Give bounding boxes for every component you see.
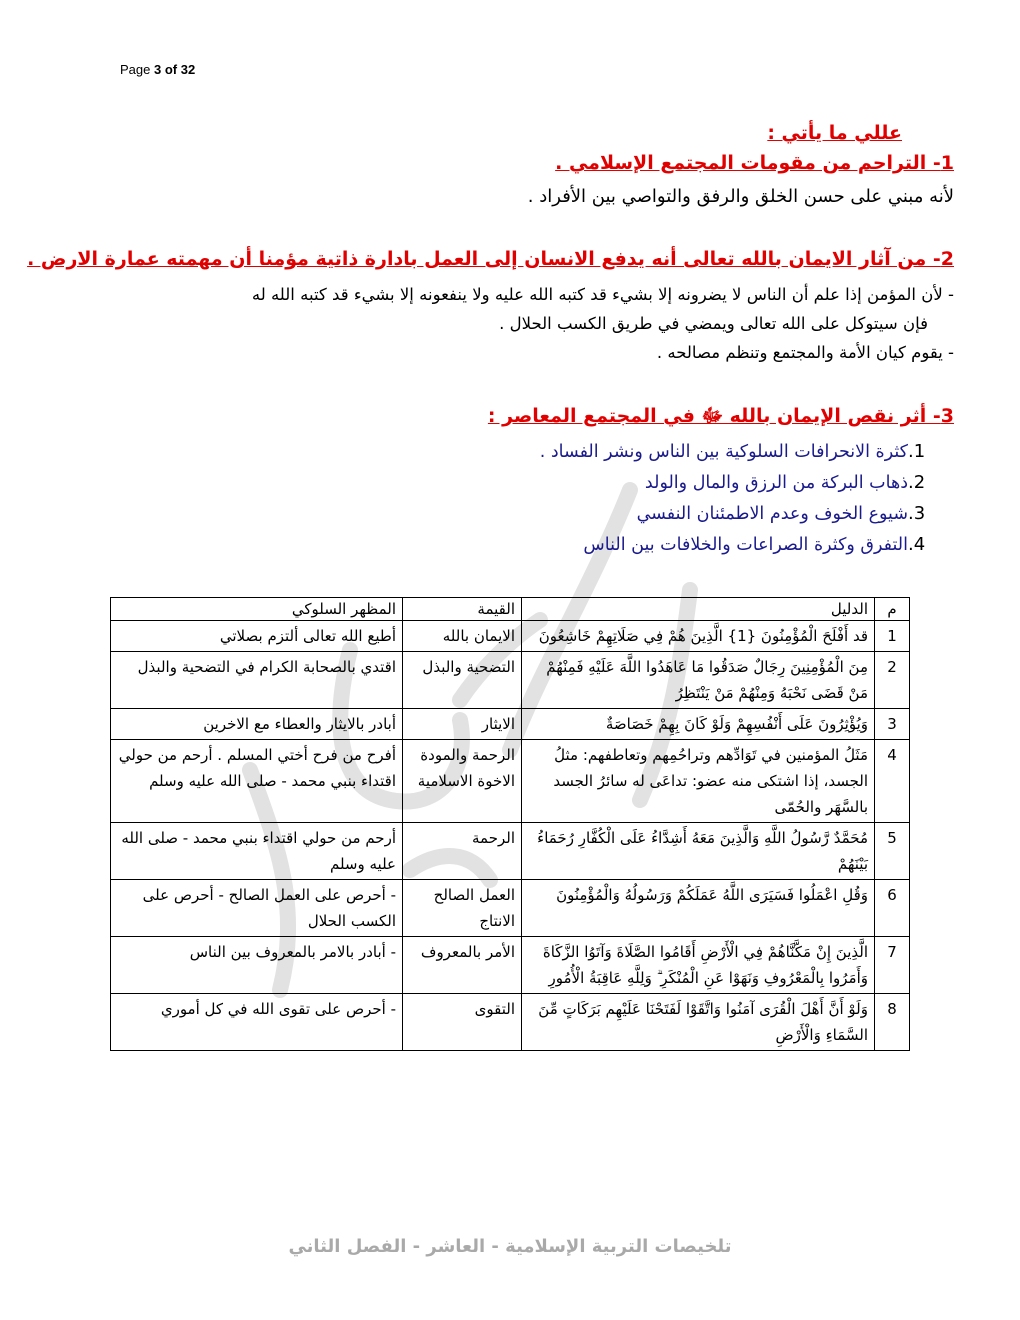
cell-mazhar: أبادر بالايثار والعطاء مع الاخرين	[111, 709, 403, 740]
cell-qima: الايثار	[403, 709, 522, 740]
item-number: 4.	[908, 534, 926, 555]
answer-line-3: - يقوم كيان الأمة والمجتمع وتنظم مصالحه .	[656, 343, 954, 362]
cell-qima: الرحمة والمودة الاخوة الاسلامية	[403, 740, 522, 823]
cell-mazhar: أفرح من فرح أختي المسلم . أرحم من حولي اقتداء بنبي محمد - صلى الله عليه وسلم	[111, 740, 403, 823]
cell-mazhar: أطيع الله تعالى ألتزم بصلاتي	[111, 621, 403, 652]
item-number: 1.	[908, 441, 926, 462]
page-total: 32	[180, 62, 196, 77]
header-m: م	[875, 598, 910, 621]
answer-line-1: - لأن المؤمن إذا علم أن الناس لا يضرونه إلا بشيء قد كتبه الله عليه ولا ينفعونه إلا بشيء قد كتبه الله له	[251, 285, 954, 304]
item-text: التفرق وكثرة الصراعات والخلافات بين الناس	[583, 535, 908, 555]
question-1-answer: لأنه مبني على حسن الخلق والرفق والتواصي بين الأفراد .	[527, 186, 954, 207]
table-row	[111, 740, 910, 823]
cell-m: 6	[875, 880, 910, 937]
page-current: 3	[154, 62, 162, 77]
page-of: of	[164, 62, 178, 77]
cell-qima: التضحية والبذل	[403, 652, 522, 709]
cell-qima: الايمان بالله	[403, 621, 522, 652]
cell-dalil: وَقُلِ اعْمَلُوا فَسَيَرَى اللَّهُ عَمَلَكُمْ وَرَسُولُهُ وَالْمُؤْمِنُونَ	[522, 880, 875, 937]
cell-dalil: قد أَفْلَحَ الْمُؤْمِنُونَ {1} الَّذِينَ هُمْ فِي صَلَاتِهِمْ خَاشِعُونَ	[522, 621, 875, 652]
question-1-title: 1- التراحم من مقومات المجتمع الإسلامي .	[555, 152, 954, 174]
cell-mazhar: - أحرص على تقوى الله في كل أموري	[111, 994, 403, 1051]
header-qima: القيمة	[403, 598, 522, 621]
table-row	[111, 994, 910, 1051]
cell-dalil: مُحَمَّدٌ رَّسُولُ اللَّهِ وَالَّذِينَ مَعَهُ أَشِدَّاءُ عَلَى الْكُفَّارِ رُحَمَاءُ بَيْنَهُمْ	[522, 823, 875, 880]
table-row	[111, 652, 910, 709]
cell-dalil: الَّذِينَ إِنْ مَكَّنَّاهُمْ فِي الْأَرْضِ أَقَامُوا الصَّلَاةَ وَآتَوُا الزَّكَاةَ وَأَمَرُوا بِالْمَعْرُوفِ وَنَهَوْا عَنِ الْمُنْكَرِ ۗ وَلِلَّهِ عَاقِبَةُ الْأُمُورِ	[522, 937, 875, 994]
values-table	[110, 597, 910, 1051]
cell-dalil: مِنَ الْمُؤْمِنِينَ رِجَالٌ صَدَقُوا مَا عَاهَدُوا اللَّهَ عَلَيْهِ فَمِنْهُمْ مَنْ قَضَى نَحْبَهُ وَمِنْهُمْ مَنْ يَنْتَظِرُ	[522, 652, 875, 709]
table-row	[111, 880, 910, 937]
section-heading: عللي ما يأتي :	[767, 122, 902, 144]
cell-m: 1	[875, 621, 910, 652]
cell-m: 4	[875, 740, 910, 823]
question-3-title: 3- أثر نقص الإيمان بالله ﷻ في المجتمع المعاصر :	[487, 405, 954, 427]
cell-dalil: وَيُؤْثِرُونَ عَلَى أَنْفُسِهِمْ وَلَوْ كَانَ بِهِمْ خَصَاصَةٌ	[522, 709, 875, 740]
cell-dalil: وَلَوْ أَنَّ أَهْلَ الْقُرَى آمَنُوا وَاتَّقَوْا لَفَتَحْنَا عَلَيْهِم بَرَكَاتٍ مِّنَ السَّمَاءِ وَالْأَرْضِ	[522, 994, 875, 1051]
cell-m: 5	[875, 823, 910, 880]
list-item	[540, 436, 938, 467]
item-text: ذهاب البركة من الرزق والمال والولد	[644, 473, 908, 493]
cell-mazhar: - أحرص على العمل الصالح - أحرص على الكسب الحلال	[111, 880, 403, 937]
cell-qima: العمل الصالح الانتاج	[403, 880, 522, 937]
table-header-row	[111, 598, 910, 621]
cell-m: 8	[875, 994, 910, 1051]
cell-m: 3	[875, 709, 910, 740]
table-row	[111, 823, 910, 880]
question-2-answer	[64, 280, 954, 367]
header-dalil: الدليل	[522, 598, 875, 621]
table-row	[111, 709, 910, 740]
cell-mazhar: أرحم من حولي اقتداء بنبي محمد - صلى الله عليه وسلم	[111, 823, 403, 880]
header-mazhar: المظهر السلوكي	[111, 598, 403, 621]
list-item	[540, 529, 938, 560]
cell-m: 2	[875, 652, 910, 709]
item-text: كثرة الانحرافات السلوكية بين الناس ونشر الفساد .	[539, 442, 908, 462]
item-text: شيوع الخوف وعدم الاطمئنان النفسي	[636, 504, 908, 524]
list-item	[540, 498, 938, 529]
table-row	[111, 937, 910, 994]
cell-qima: الأمر بالمعروف	[403, 937, 522, 994]
cell-m: 7	[875, 937, 910, 994]
item-number: 2.	[908, 472, 926, 493]
cell-qima: الرحمة	[403, 823, 522, 880]
cell-qima: التقوى	[403, 994, 522, 1051]
item-number: 3.	[908, 503, 926, 524]
page-number	[120, 62, 195, 77]
question-2-title: 2- من آثار الايمان بالله تعالى أنه يدفع الانسان إلى العمل بادارة ذاتية مؤمنا أن مهمته عمارة الارض .	[27, 248, 954, 270]
cell-mazhar: - أبادر بالامر بالمعروف بين الناس	[111, 937, 403, 994]
cell-dalil: مَثَلُ المؤمنين في تَوَادِّهم وتراحُمِهم وتعاطفهم: مثلُ الجسد، إذا اشتكى منه عضو: تداعَى له سائرُ الجسد بالسَّهَر والحُمّى	[522, 740, 875, 823]
cell-mazhar: اقتدي بالصحابة الكرام في التضحية والبذل	[111, 652, 403, 709]
page-footer: تلخيصات التربية الإسلامية - العاشر - الفصل الثاني	[288, 1236, 732, 1257]
page-label: Page	[120, 62, 151, 77]
answer-line-2: فإن سيتوكل على الله تعالى ويمضي في طريق الكسب الحلال .	[499, 314, 928, 333]
list-item	[540, 467, 938, 498]
table-row	[111, 621, 910, 652]
effects-list	[540, 436, 938, 560]
